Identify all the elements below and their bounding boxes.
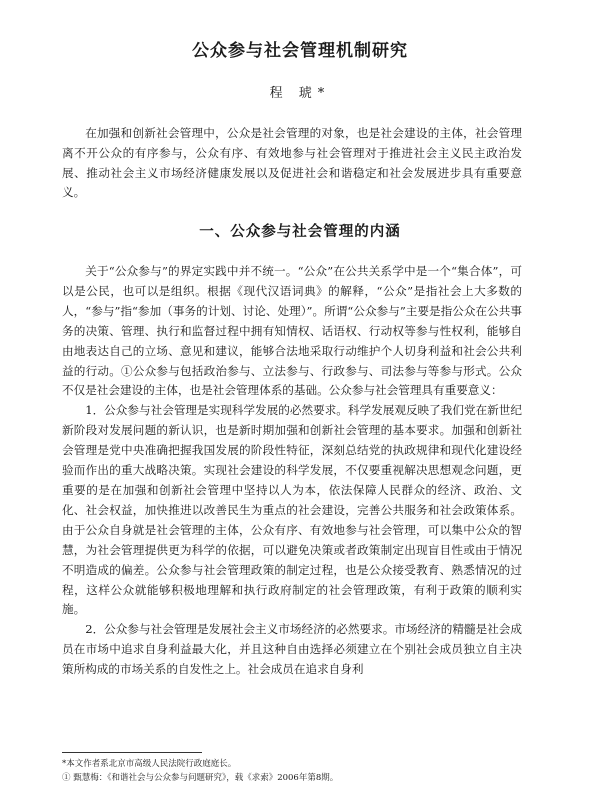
body-paragraph: 1．公众参与社会管理是实现科学发展的必然要求。科学发展观反映了我们党在新世纪新阶段对发展问题的新认识，也是新时期加强和创新社会管理的基本要求。加强和创新社会管理是党中央准确把握我国发展的阶段性特征，深刻总结党的执政规律和现代化建设经验而作出的重大战略决策。实现社会建设的科学发展，不仅要重视解决思想观念问题，更重要的是在加强和创新社会管理中坚持以人为本，依法保障人民群众的经济、政治、文化、社会权益，加快推进以改善民生为重点的社会建设，完善公共服务和社会政策体系。由于公众自身就是社会管理的主体，公众有序、有效地参与社会管理，可以集中公众的智慧，为社会管理提供更为科学的依据，可以避免决策或者政策制定出现盲目性或由于情况不明造成的偏差。公众参与社会管理政策的制定过程，也是公众接受教育、熟悉情况的过程，这样公众就能够积极地理解和执行政府制定的社会管理政策，有利于政策的顺利实施。 [62, 403, 522, 617]
body-text [62, 262, 522, 680]
footnote-author: *本文作者系北京市高级人民法院行政庭庭长。 [62, 759, 237, 769]
footnotes [62, 757, 522, 785]
author-name: 程 琥* [269, 86, 331, 101]
footnote-divider [62, 752, 202, 753]
paper-title: 公众参与社会管理机制研究 [192, 41, 408, 61]
section-heading: 一、公众参与社会管理的内涵 [199, 224, 401, 240]
footnote-reference: ① 甄慧梅：《和谐社会与公众参与问题研究》，载《求索》2006年第8期。 [62, 773, 339, 783]
abstract-paragraph: 在加强和创新社会管理中，公众是社会管理的对象，也是社会建设的主体，社会管理离不开公众的有序参与，公众有序、有效地参与社会管理对于推进社会主义民主政治发展、推动社会主义市场经济健康发展以及促进社会和谐稳定和社会发展进步具有重要意义。 [62, 126, 522, 200]
body-paragraph: 2．公众参与社会管理是发展社会主义市场经济的必然要求。市场经济的精髓是社会成员在市场中追求自身利益最大化，并且这种自由选择必须建立在个别社会成员独立自主决策所构成的市场关系的自发性之上。社会成员在追求自身利 [62, 622, 522, 677]
body-paragraph: 关于“公众参与”的界定实践中并不统一。“公众”在公共关系学中是一个“集合体”，可以是公民，也可以是组织。根据《现代汉语词典》的解释，“公众”是指社会上大多数的人，“参与”指“参加（事务的计划、讨论、处理）”。所谓“公众参与”主要是指公众在公共事务的决策、管理、执行和监督过程中拥有知情权、话语权、行动权等参与性权利，能够自由地表达自己的立场、意见和建议，能够合法地采取行动维护个人切身利益和社会公共利益的行动。①公众参与包括政治参与、立法参与、行政参与、司法参与等参与形式。公众不仅是社会建设的主体，也是社会管理体系的基础。公众参与社会管理具有重要意义： [62, 264, 522, 398]
